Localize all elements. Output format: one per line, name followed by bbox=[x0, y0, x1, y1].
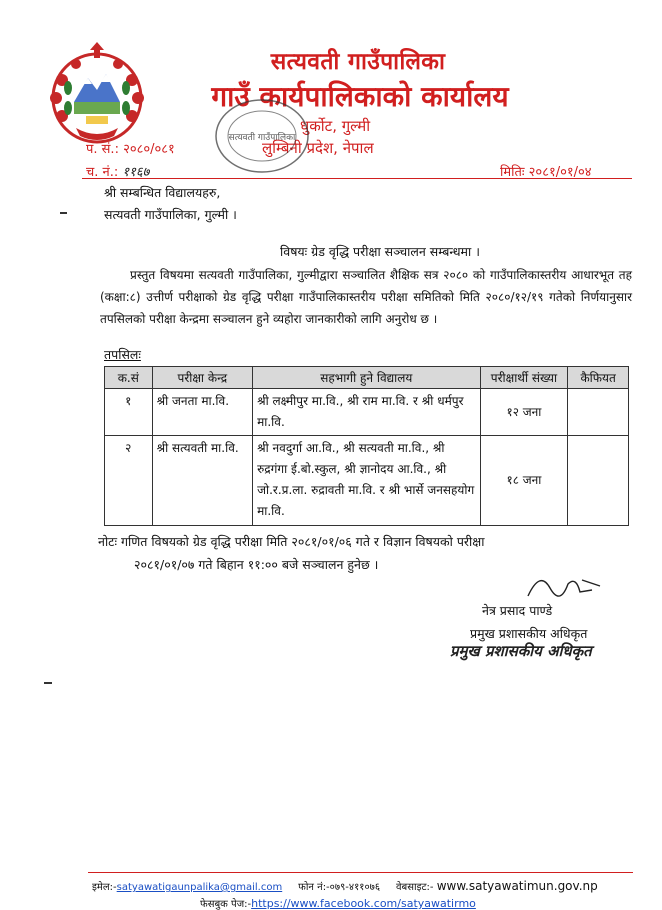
subject-line: विषयः ग्रेड वृद्धि परीक्षा सञ्चालन सम्बन्धमा । bbox=[280, 244, 480, 259]
signature-icon bbox=[520, 566, 610, 606]
col-header-center: परीक्षा केन्द्र bbox=[152, 367, 252, 389]
letter-date: मितिः २०८१/०१/०४ bbox=[500, 165, 592, 180]
cell-schools: श्री नवदुर्गा आ.वि., श्री सत्यवती मा.वि., श्री रुद्रगंगा ई.बो.स्कुल, श्री ज्ञानोदय आ.वि., श्री जो.र.प्र.ला. रुद्रावती मा.वि. र श्री भार्से जनसहयोग मा.वि. bbox=[253, 436, 481, 526]
cell-remarks bbox=[568, 436, 629, 526]
office-stamp-icon bbox=[212, 96, 312, 176]
recipient-line-1: श्री सम्बन्धित विद्यालयहरु, bbox=[104, 185, 221, 200]
margin-mark bbox=[60, 212, 67, 214]
cell-schools: श्री लक्ष्मीपुर मा.वि., श्री राम मा.वि. र श्री धर्मपुर मा.वि. bbox=[253, 389, 481, 436]
nepal-government-emblem-icon bbox=[42, 40, 152, 152]
margin-mark bbox=[44, 682, 52, 684]
cell-count: १२ जना bbox=[480, 389, 568, 436]
municipality-name: सत्यवती गाउँपालिका bbox=[270, 49, 446, 75]
dispatch-label: च. नं.: bbox=[86, 165, 123, 180]
facebook-label: फेसबुक पेज:- bbox=[200, 899, 252, 910]
office-name: गाउँ कार्यपालिकाको कार्यालय bbox=[211, 80, 509, 113]
footer-contact-line bbox=[92, 879, 637, 893]
address-line-1: धुर्कोट, गुल्मी bbox=[300, 117, 371, 135]
website-link[interactable]: www.satyawatimun.gov.np bbox=[436, 879, 598, 893]
email-label: इमेल:- bbox=[92, 882, 117, 893]
recipient-line-2: सत्यवती गाउँपालिका, गुल्मी । bbox=[104, 207, 237, 222]
email-link[interactable]: satyawatigaunpalika@gmail.com bbox=[116, 882, 283, 893]
address-line-2: लुम्बिनी प्रदेश, नेपाल bbox=[262, 139, 374, 157]
header-divider bbox=[82, 178, 632, 179]
fiscal-year-reference: प. सं.: २०८०/०८१ bbox=[86, 142, 175, 157]
cell-sn: १ bbox=[105, 389, 153, 436]
note-line-2: २०८१/०१/०७ गते बिहान ११:०० बजे सञ्चालन हुनेछ । bbox=[134, 557, 379, 572]
signatory-title-stamp: प्रमुख प्रशासकीय अधिकृत bbox=[450, 642, 592, 660]
signatory-title: प्रमुख प्रशासकीय अधिकृत bbox=[470, 626, 588, 641]
note-line-1: नोटः गणित विषयको ग्रेड वृद्धि परीक्षा मिति २०८१/०१/०६ गते र विज्ञान विषयको परीक्षा bbox=[98, 534, 485, 549]
col-header-remarks: कैफियत bbox=[568, 367, 629, 389]
cell-center: श्री सत्यवती मा.वि. bbox=[152, 436, 252, 526]
col-header-sn: क.सं bbox=[105, 367, 153, 389]
cell-count: १८ जना bbox=[480, 436, 568, 526]
dispatch-number: ११६७ bbox=[122, 165, 150, 180]
body-paragraph: प्रस्तुत विषयमा सत्यवती गाउँपालिका, गुल्मीद्वारा सञ्चालित शैक्षिक सत्र २०८० को गाउँपालिकास्तरीय आधारभूत तह (कक्षा:८) उत्तीर्ण परीक्षाको ग्रेड वृद्धि परीक्षा गाउँपालिकास्तरीय परीक्षा समितिको मिति २०८०/१२/१९ गतेको निर्णयानुसार तपसिलको परीक्षा केन्द्रमा सञ्चालन हुने व्यहोरा जानकारीको लागि अनुरोध छ । bbox=[100, 268, 632, 326]
stamp-text: सत्यवती गाउँपालिका bbox=[228, 133, 296, 143]
col-header-schools: सहभागी हुने विद्यालय bbox=[253, 367, 481, 389]
exam-center-table bbox=[104, 366, 629, 526]
col-header-count: परीक्षार्थी संख्या bbox=[480, 367, 568, 389]
details-label: तपसिलः bbox=[104, 347, 141, 362]
table-row bbox=[105, 436, 629, 526]
table-row bbox=[105, 389, 629, 436]
facebook-link[interactable]: https://www.facebook.com/satyawatirmo bbox=[251, 897, 476, 910]
cell-center: श्री जनता मा.वि. bbox=[152, 389, 252, 436]
cell-sn: २ bbox=[105, 436, 153, 526]
table-header-row bbox=[105, 367, 629, 389]
website-label: वेबसाइट:- bbox=[395, 882, 437, 893]
signatory-name: नेत्र प्रसाद पाण्डे bbox=[482, 603, 553, 618]
phone-number: फोन नं:-०७९-४११०७६ bbox=[298, 882, 381, 893]
cell-remarks bbox=[568, 389, 629, 436]
footer-divider bbox=[88, 872, 633, 873]
footer-facebook-line bbox=[200, 896, 476, 910]
